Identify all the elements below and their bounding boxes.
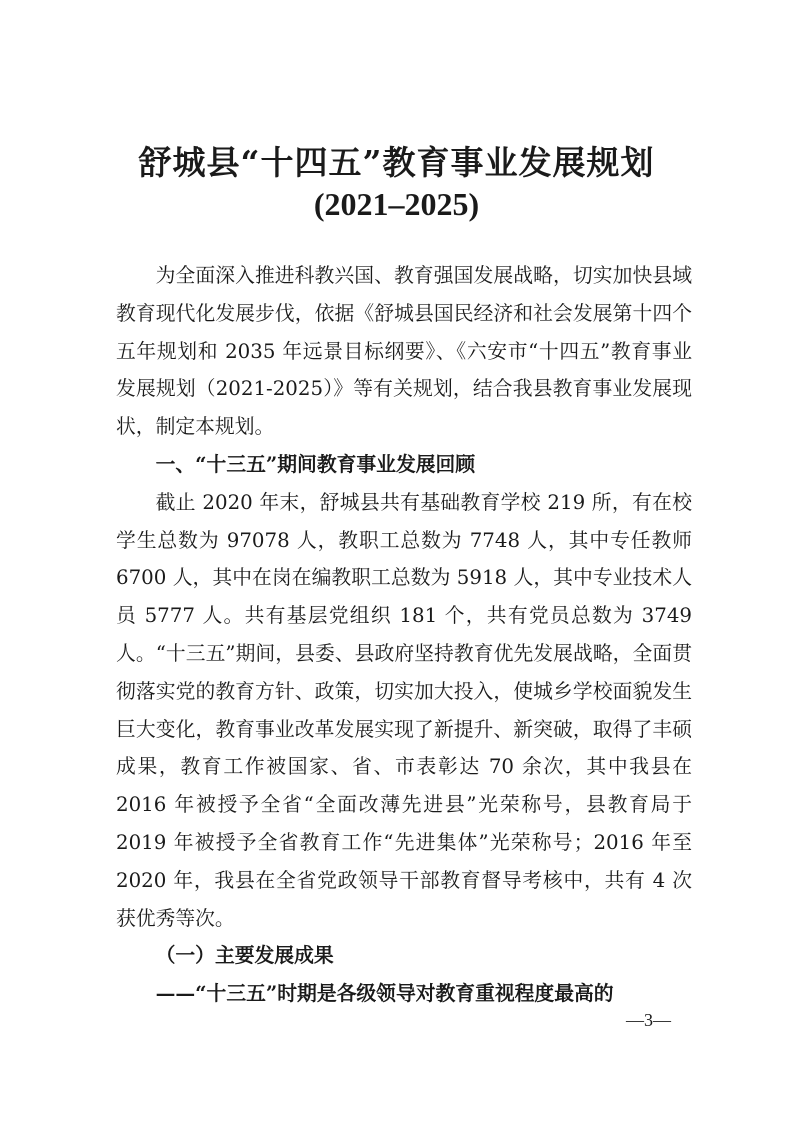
section-heading: 一、“十三五”期间教育事业发展回顾 [155, 451, 476, 476]
review-paragraph: 截止 2020 年末，舒城县共有基础教育学校 219 所，有在校学生总数为 97078 人，教职工总数为 7748 人，其中专任教师 6700 人，其中在岗在编教职工总数为 5918 人，其中专业技术人员 5777 人。共有基层党组织 181 个，共有党员总数为 3749 人。“十三五”期间，县委、县政府坚持教育优先发展战略，全面贯彻落实党的教育方针、政策，切实加大投入，使城乡学校面貌发生巨大变化，教育事业改革发展实现了新提升、新突破，取得了丰硕成果，教育工作被国家、省、市表彰达 70 余次，其中我县在 2016 年被授予全省“全面改薄先进县”光荣称号，县教育局于 2019 年被授予全省教育工作“先进集体”光荣称号；2016 年至 2020 年，我县在全省党政领导干部教育督导考核中，共有 4 次获优秀等次。 [116, 490, 692, 930]
document-title: 舒城县“十四五”教育事业发展规划 [138, 143, 655, 182]
page-number: —3— [626, 1010, 671, 1030]
document-body [116, 257, 692, 1013]
subsection-heading: （一）主要发展成果 [155, 943, 334, 968]
intro-paragraph: 为全面深入推进科教兴国、教育强国发展战略，切实加快县域教育现代化发展步伐，依据《舒城县国民经济和社会发展第十四个五年规划和 2035 年远景目标纲要》、《六安市“十四五”教育事业发展规划（2021-2025）》等有关规划，结合我县教育事业发展现状，制定本规划。 [116, 264, 692, 439]
bullet-heading: ——“十三五”时期是各级领导对教育重视程度最高的 [155, 981, 614, 1006]
document-subtitle: (2021–2025) [313, 186, 480, 222]
